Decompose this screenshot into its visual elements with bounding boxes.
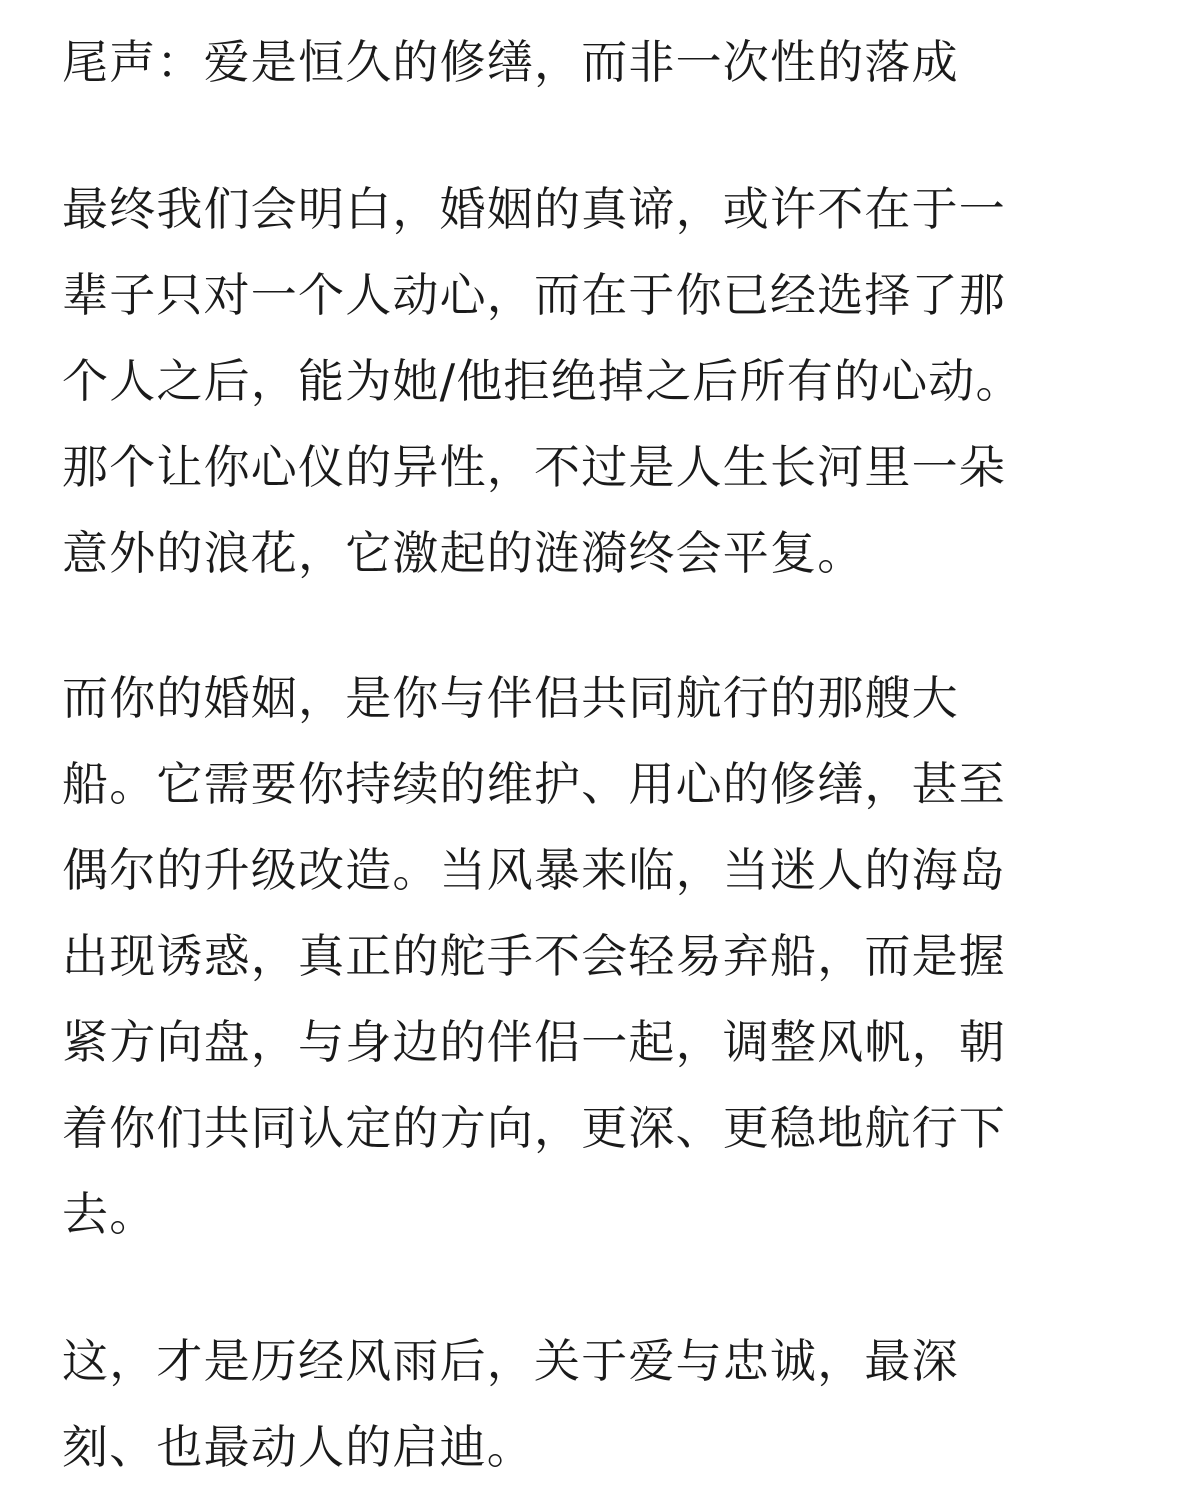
paragraph-line: 最终我们会明白，婚姻的真谛，或许不在于一 — [62, 182, 1006, 236]
paragraph-line: 刻、也最动人的启迪。 — [62, 1420, 534, 1474]
paragraph-line: 而你的婚姻，是你与伴侣共同航行的那艘大 — [62, 671, 959, 725]
paragraph-line: 偶尔的升级改造。当风暴来临，当迷人的海岛 — [62, 843, 1006, 897]
paragraph-line: 着你们共同认定的方向，更深、更稳地航行下 — [62, 1101, 1006, 1155]
paragraph-line: 个人之后，能为她/他拒绝掉之后所有的心动。 — [62, 354, 1023, 408]
paragraph-1 — [62, 166, 1122, 596]
paragraph-2 — [62, 655, 1122, 1257]
paragraph-line: 去。 — [62, 1187, 157, 1241]
paragraph-line: 出现诱惑，真正的舵手不会轻易弃船，而是握 — [62, 929, 1006, 983]
paragraph-line: 那个让你心仪的异性，不过是人生长河里一朵 — [62, 440, 1006, 494]
article-title: 尾声：爱是恒久的修缮，而非一次性的落成 — [62, 35, 959, 89]
paragraph-line: 船。它需要你持续的维护、用心的修缮，甚至 — [62, 757, 1006, 811]
paragraph-line: 辈子只对一个人动心，而在于你已经选择了那 — [62, 268, 1006, 322]
paragraph-line: 紧方向盘，与身边的伴侣一起，调整风帆，朝 — [62, 1015, 1006, 1069]
paragraph-line: 意外的浪花，它激起的涟漪终会平复。 — [62, 526, 865, 580]
paragraph-line: 这，才是历经风雨后，关于爱与忠诚，最深 — [62, 1334, 959, 1388]
paragraph-3 — [62, 1318, 1122, 1490]
